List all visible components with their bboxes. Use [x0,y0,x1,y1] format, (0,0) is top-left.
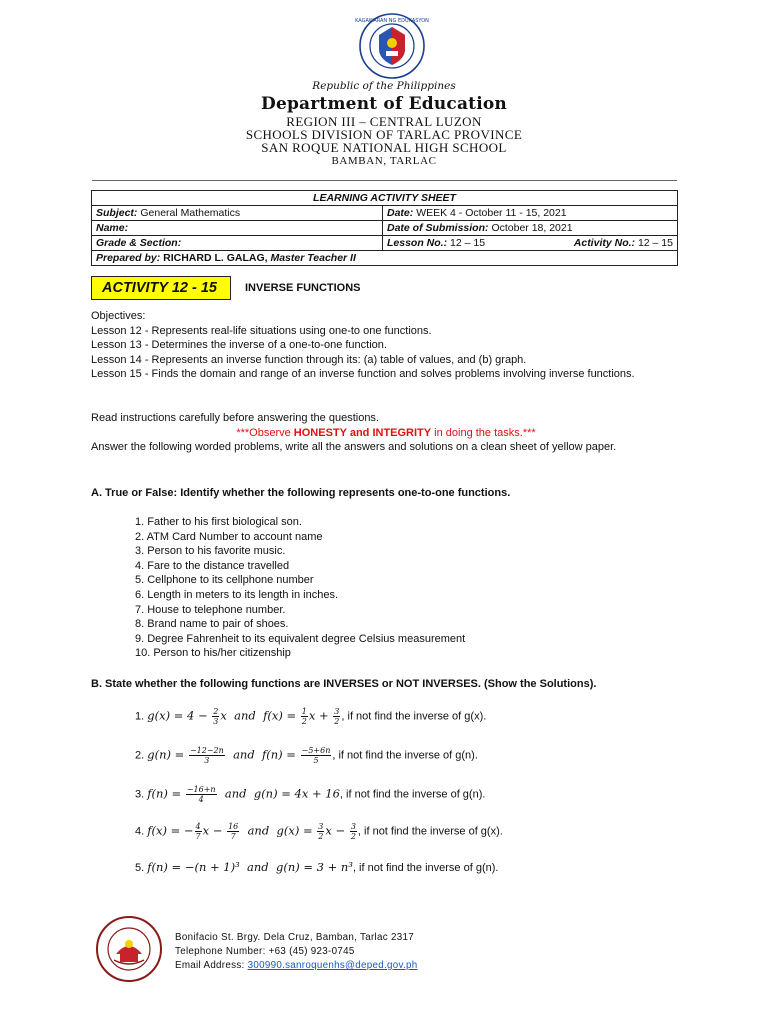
grade-cell[interactable] [92,236,383,251]
read-instructions: Read instructions carefully before answering the questions. [91,412,379,424]
problem-5: 5. f(n) = −(n + 1)³ and g(n) = 3 + n³, if not find the inverse of g(n). [135,860,499,874]
list-item: 1. Father to his first biological son. [135,516,302,528]
list-item: 10. Person to his/her citizenship [135,647,291,660]
deped-seal-logo [355,13,429,79]
objectives-heading: Objectives: [91,310,146,322]
footer-address: Bonifacio St. Brgy. Dela Cruz, Bamban, Tarlac 2317 [175,932,414,943]
email-link[interactable]: 300990.sanroquenhs@deped.gov.ph [247,960,418,971]
prepared-cell [92,251,678,266]
objective-lesson-12: Lesson 12 - Represents real-life situations using one-to one functions. [91,324,432,337]
prepared-role: Master Teacher II [270,252,356,264]
svg-text:KAGAWARAN NG EDUKASYON: KAGAWARAN NG EDUKASYON [355,18,429,24]
location-line: BAMBAN, TARLAC [331,155,437,167]
prepared-label: Prepared by: [96,252,161,264]
activity-no-value: 12 – 15 [637,237,673,249]
activity-badge: ACTIVITY 12 - 15 [91,276,231,300]
problem-1: 1. g(x) = 4 − $\frac{2}{3}$ x and f(x) = $\frac{1}{2}$ x + $\frac{3}{2}$ , if not find the inverse of g(x). [135,707,487,726]
list-item: 3. Person to his favorite music. [135,545,286,558]
list-item: 8. Brand name to pair of shoes. [135,618,289,631]
header-divider [92,180,677,181]
list-item: 4. Fare to the distance travelled [135,559,290,572]
footer-phone: Telephone Number: +63 (45) 923-0745 [175,946,355,957]
problem-3: 3. f(n) = $\frac{-16+n}{4}$ and g(n) = 4x + 16, if not find the inverse of g(n). [135,785,486,804]
objective-lesson-13: Lesson 13 - Determines the inverse of a one-to-one function. [91,339,387,352]
lesson-cell [383,236,678,251]
list-item: 9. Degree Fahrenheit to its equivalent degree Celsius measurement [135,632,466,645]
grade-label: Grade & Section: [96,237,182,249]
school-line: SAN ROQUE NATIONAL HIGH SCHOOL [261,140,507,155]
list-item: 7. House to telephone number. [135,603,286,616]
list-item: 5. Cellphone to its cellphone number [135,574,314,587]
objectives-section [91,309,681,382]
republic-line: Republic of the Philippines [312,80,456,92]
answer-instructions: Answer the following worded problems, write all the answers and solutions on a clean sheet of yellow paper. [91,441,617,454]
activity-title: INVERSE FUNCTIONS [245,282,361,294]
objective-lesson-15: Lesson 15 - Finds the domain and range of an inverse function and solves problems involving inverse functions. [91,368,635,381]
submission-value: October 18, 2021 [491,222,573,234]
problem-2: 2. g(n) = $\frac{-12-2n}{3}$ and f(n) = $\frac{-5+6n}{5}$ , if not find the inverse of g(n). [135,746,478,765]
list-item: 6. Length in meters to its length in inches. [135,588,339,601]
sheet-title: LEARNING ACTIVITY SHEET [92,191,678,206]
objective-lesson-14: Lesson 14 - Represents an inverse function through its: (a) table of values, and (b) graph. [91,353,527,366]
subject-value: General Mathematics [140,207,241,219]
lesson-label: Lesson No.: [387,237,448,249]
part-b-heading: B. State whether the following functions are INVERSES or NOT INVERSES. (Show the Solutions). [91,678,597,690]
date-label: Date: [387,207,414,219]
activity-no-label: Activity No.: [573,237,636,249]
region-line: REGION III – CENTRAL LUZON [286,114,482,129]
date-cell [383,206,678,221]
list-item: 2. ATM Card Number to account name [135,530,323,543]
lesson-value: 12 – 15 [450,237,486,249]
problem-4: 4. f(x) = − $\frac{4}{7}$ x − $\frac{16}{7}$ and g(x) = $\frac{3}{2}$ x − $\frac{3}{2}$ , if not find the inverse of g(x). [135,822,503,841]
name-cell[interactable] [92,221,383,236]
department-name: Department of Education [261,94,507,114]
submission-label: Date of Submission: [387,222,489,234]
part-a-list [135,515,465,661]
date-value: WEEK 4 - October 11 - 15, 2021 [416,207,567,219]
school-seal-logo [96,916,162,982]
part-a-heading: A. True or False: Identify whether the following represents one-to-one functions. [91,487,511,499]
honesty-notice: ***Observe HONESTY and INTEGRITY in doing the tasks.*** [236,426,536,439]
subject-label: Subject: [96,207,138,219]
learning-activity-sheet-table [91,190,678,266]
division-line: SCHOOLS DIVISION OF TARLAC PROVINCE [245,127,523,142]
prepared-value: RICHARD L. GALAG, [163,252,268,264]
footer-email: Email Address: 300990.sanroquenhs@deped.gov.ph [175,960,418,971]
submission-cell [383,221,678,236]
name-label: Name: [96,222,129,234]
instructions-section [91,411,681,455]
subject-cell [92,206,383,221]
